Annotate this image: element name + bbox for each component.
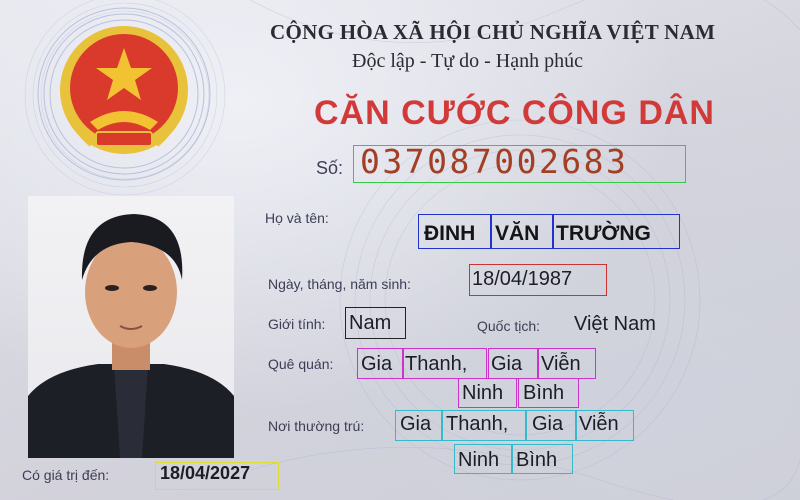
dob-label: Ngày, tháng, năm sinh: [268,276,411,292]
sex-highlight [345,307,406,339]
card-title: CĂN CƯỚC CÔNG DÂN [314,94,715,132]
hometown-word-3: Gia [491,353,523,375]
hometown-word-5: Ninh [462,382,504,404]
hometown-word-6-box [518,378,579,408]
hometown-word-1: Gia [361,353,393,375]
hometown-word-2-box [403,348,487,379]
hometown-word-5-box [458,378,517,408]
residence-word-1: Gia [400,413,432,435]
emblem-area [10,4,240,194]
expiry-label: Có giá trị đến: [22,467,110,483]
hometown-label: Quê quán: [268,356,334,372]
name-part-1-box [418,214,491,249]
name-part-3-box [553,214,680,249]
residence-word-5: Ninh [458,449,500,471]
dob-highlight [469,264,607,296]
residence-word-4-box [576,410,634,441]
person-silhouette-icon [28,196,234,458]
hometown-word-2: Thanh, [405,353,468,375]
residence-word-2: Thanh, [446,413,509,435]
country-heading: CỘNG HÒA XÃ HỘI CHỦ NGHĨA VIỆT NAM [270,20,716,44]
dob-value: 18/04/1987 [472,268,573,290]
expiry-highlight [155,462,279,490]
full-name-label: Họ và tên: [265,210,329,226]
residence-word-3: Gia [532,413,564,435]
sex-value: Nam [349,312,392,334]
name-part-3: TRƯỜNG [556,222,651,245]
hometown-word-1-box [357,348,403,379]
residence-word-6-box [512,444,573,474]
sex-label: Giới tính: [268,316,326,332]
nationality-label: Quốc tịch: [477,318,541,334]
id-number-label: Số: [316,158,344,178]
portrait-photo [28,196,234,458]
hometown-word-4-box [538,348,596,379]
id-number-highlight [353,145,686,183]
nationality-value: Việt Nam [574,313,656,335]
name-part-1: ĐINH [424,222,476,245]
residence-word-1-box [395,410,442,441]
residence-word-5-box [454,444,512,474]
residence-word-2-box [442,410,526,441]
hometown-word-6: Bình [523,382,565,404]
residence-word-6: Bình [516,449,558,471]
hometown-word-4: Viễn [541,353,581,375]
residence-word-4: Viễn [579,413,619,435]
id-number-value: 037087002683 [360,142,629,181]
expiry-value: 18/04/2027 [160,463,251,483]
hometown-word-3-box [488,348,538,379]
name-part-2-box [491,214,553,249]
name-part-2: VĂN [495,222,540,245]
residence-word-3-box [526,410,576,441]
residence-label: Nơi thường trú: [268,418,365,434]
motto: Độc lập - Tự do - Hạnh phúc [352,50,583,72]
national-emblem-icon [10,4,240,194]
